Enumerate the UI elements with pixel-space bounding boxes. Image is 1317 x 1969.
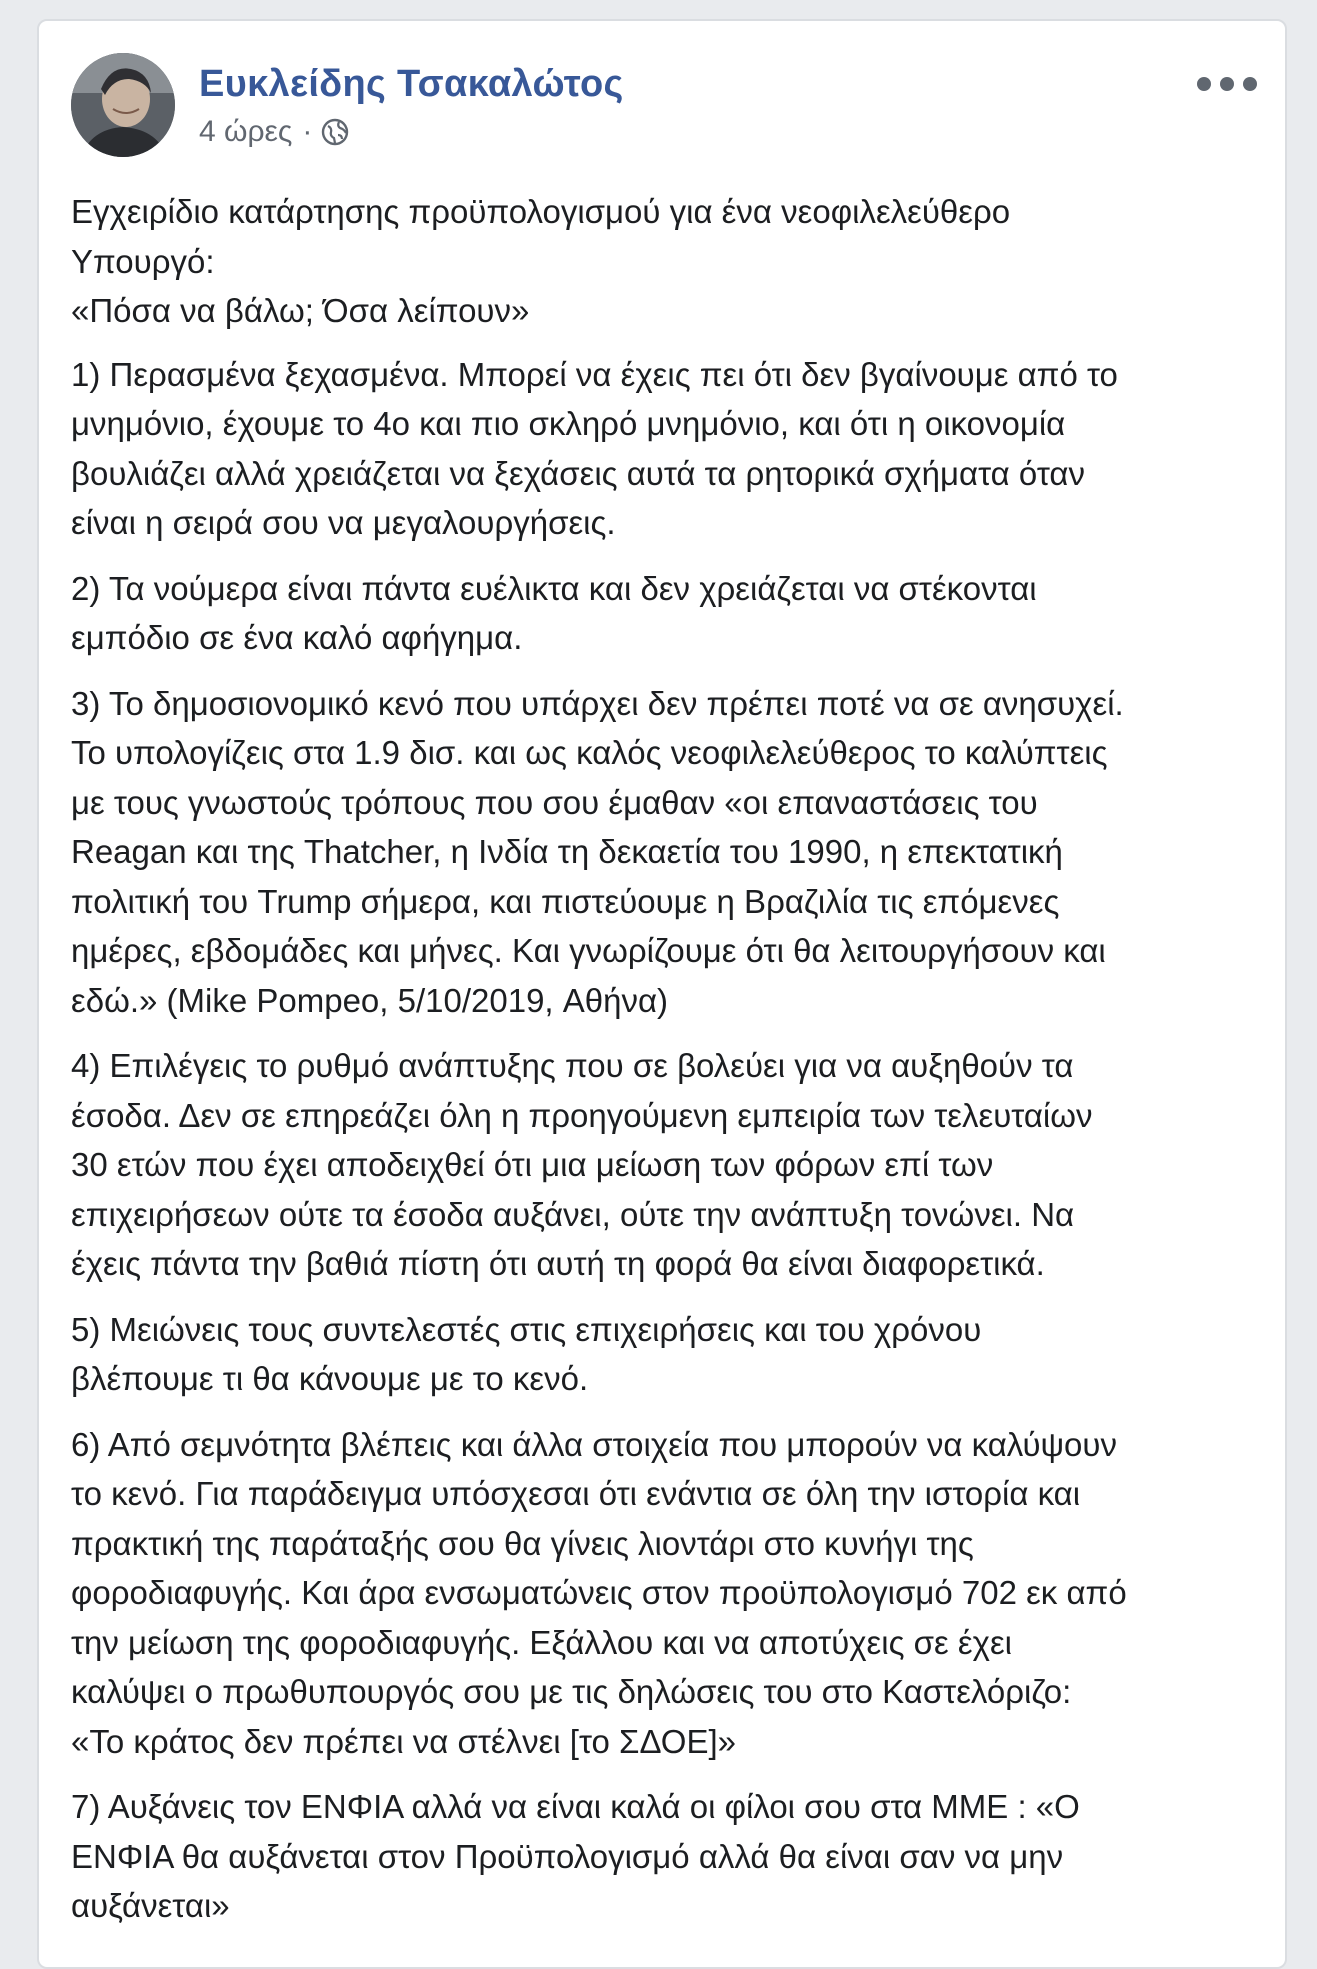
post-paragraph-3: 3) Το δημοσιονομικό κενό που υπάρχει δεν πρέπει ποτέ να σε ανησυχεί. Το υπολογίζεις στα 1.9 δισ. και ως καλός νεοφιλελεύθερος το καλύπτεις με τους γνωστούς τρόπους που σου έμαθαν «οι επαναστάσεις του Reagan και της Thatcher, η Ινδία τη δεκαετία του 1990, η επεκτατική πολιτική του Trump σήμερα, και πιστεύουμε η Βραζιλία τις επόμενες ημέρες, εβδομάδες και μήνες. Και γνωρίζουμε ότι θα λειτουργήσουν και εδώ.» (Mike Pompeo, 5/10/2019, Αθήνα): [71, 684, 1124, 1019]
author-name[interactable]: Ευκλείδης Τσακαλώτος: [199, 63, 624, 105]
post-timestamp[interactable]: 4 ώρες: [199, 115, 293, 148]
post-paragraph-5: 5) Μειώνεις τους συντελεστές στις επιχειρήσεις και του χρόνου βλέπουμε τι θα κάνουμε με το κενό.: [71, 1310, 982, 1397]
meta-separator: ·: [302, 115, 313, 148]
post-intro: Εγχειρίδιο κατάρτησης προϋπολογισμού για ένα νεοφιλελεύθερο Υπουργό: «Πόσα να βάλω; Όσα λείπουν»: [71, 193, 1011, 329]
more-dot: [1243, 77, 1257, 91]
more-dot: [1197, 77, 1211, 91]
post-header: [39, 21, 1285, 171]
post-meta: [199, 115, 350, 149]
post-paragraph-4: 4) Επιλέγεις το ρυθμό ανάπτυξης που σε βολεύει για να αυξηθούν τα έσοδα. Δεν σε επηρεάζει όλη η προηγούμενη εμπειρία των τελευταίων 30 ετών που έχει αποδειχθεί ότι μια μείωση των φόρων επί των επιχειρήσεων ούτε τα έσοδα αυξάνει, ούτε την ανάπτυξη τονώνει. Να έχεις πάντα την βαθιά πίστη ότι αυτή τη φορά θα είναι διαφορετικά.: [71, 1047, 1093, 1282]
globe-icon[interactable]: [320, 117, 350, 147]
more-dot: [1220, 77, 1234, 91]
post-paragraph-1: 1) Περασμένα ξεχασμένα. Μπορεί να έχεις πει ότι δεν βγαίνουμε από το μνημόνιο, έχουμε το 4ο και πιο σκληρό μνημόνιο, και ότι η οικονομία βουλιάζει αλλά χρειάζεται να ξεχάσεις αυτά τα ρητορικά σχήματα όταν είναι η σειρά σου να μεγαλουργήσεις.: [71, 355, 1118, 541]
post-paragraph-7: 7) Αυξάνεις τον ΕΝΦΙΑ αλλά να είναι καλά οι φίλοι σου στα ΜΜΕ : «Ο ΕΝΦΙΑ θα αυξάνεται στον Προϋπολογισμό αλλά θα είναι σαν να μην αυξάνεται»: [71, 1788, 1080, 1924]
post-card: [37, 19, 1287, 1969]
avatar-image: [71, 53, 175, 157]
more-options-icon[interactable]: [1197, 69, 1257, 99]
avatar[interactable]: [71, 53, 175, 157]
post-paragraph-6: 6) Από σεμνότητα βλέπεις και άλλα στοιχεία που μπορούν να καλύψουν το κενό. Για παράδειγμα υπόσχεσαι ότι ενάντια σε όλη την ιστορία και πρακτική της παράταξής σου θα γίνεις λιοντάρι στο κυνήγι της φοροδιαφυγής. Και άρα ενσωματώνεις στον προϋπολογισμό 702 εκ από την μείωση της φοροδιαφυγής. Εξάλλου και να αποτύχεις σε έχει καλύψει ο πρωθυπουργός σου με τις δηλώσεις του στο Καστελόριζο: «Το κράτος δεν πρέπει να στέλνει [το ΣΔΟΕ]»: [71, 1425, 1127, 1760]
post-text: [71, 187, 1271, 1947]
post-paragraph-2: 2) Τα νούμερα είναι πάντα ευέλικτα και δεν χρειάζεται να στέκονται εμπόδιο σε ένα καλό αφήγημα.: [71, 569, 1037, 656]
